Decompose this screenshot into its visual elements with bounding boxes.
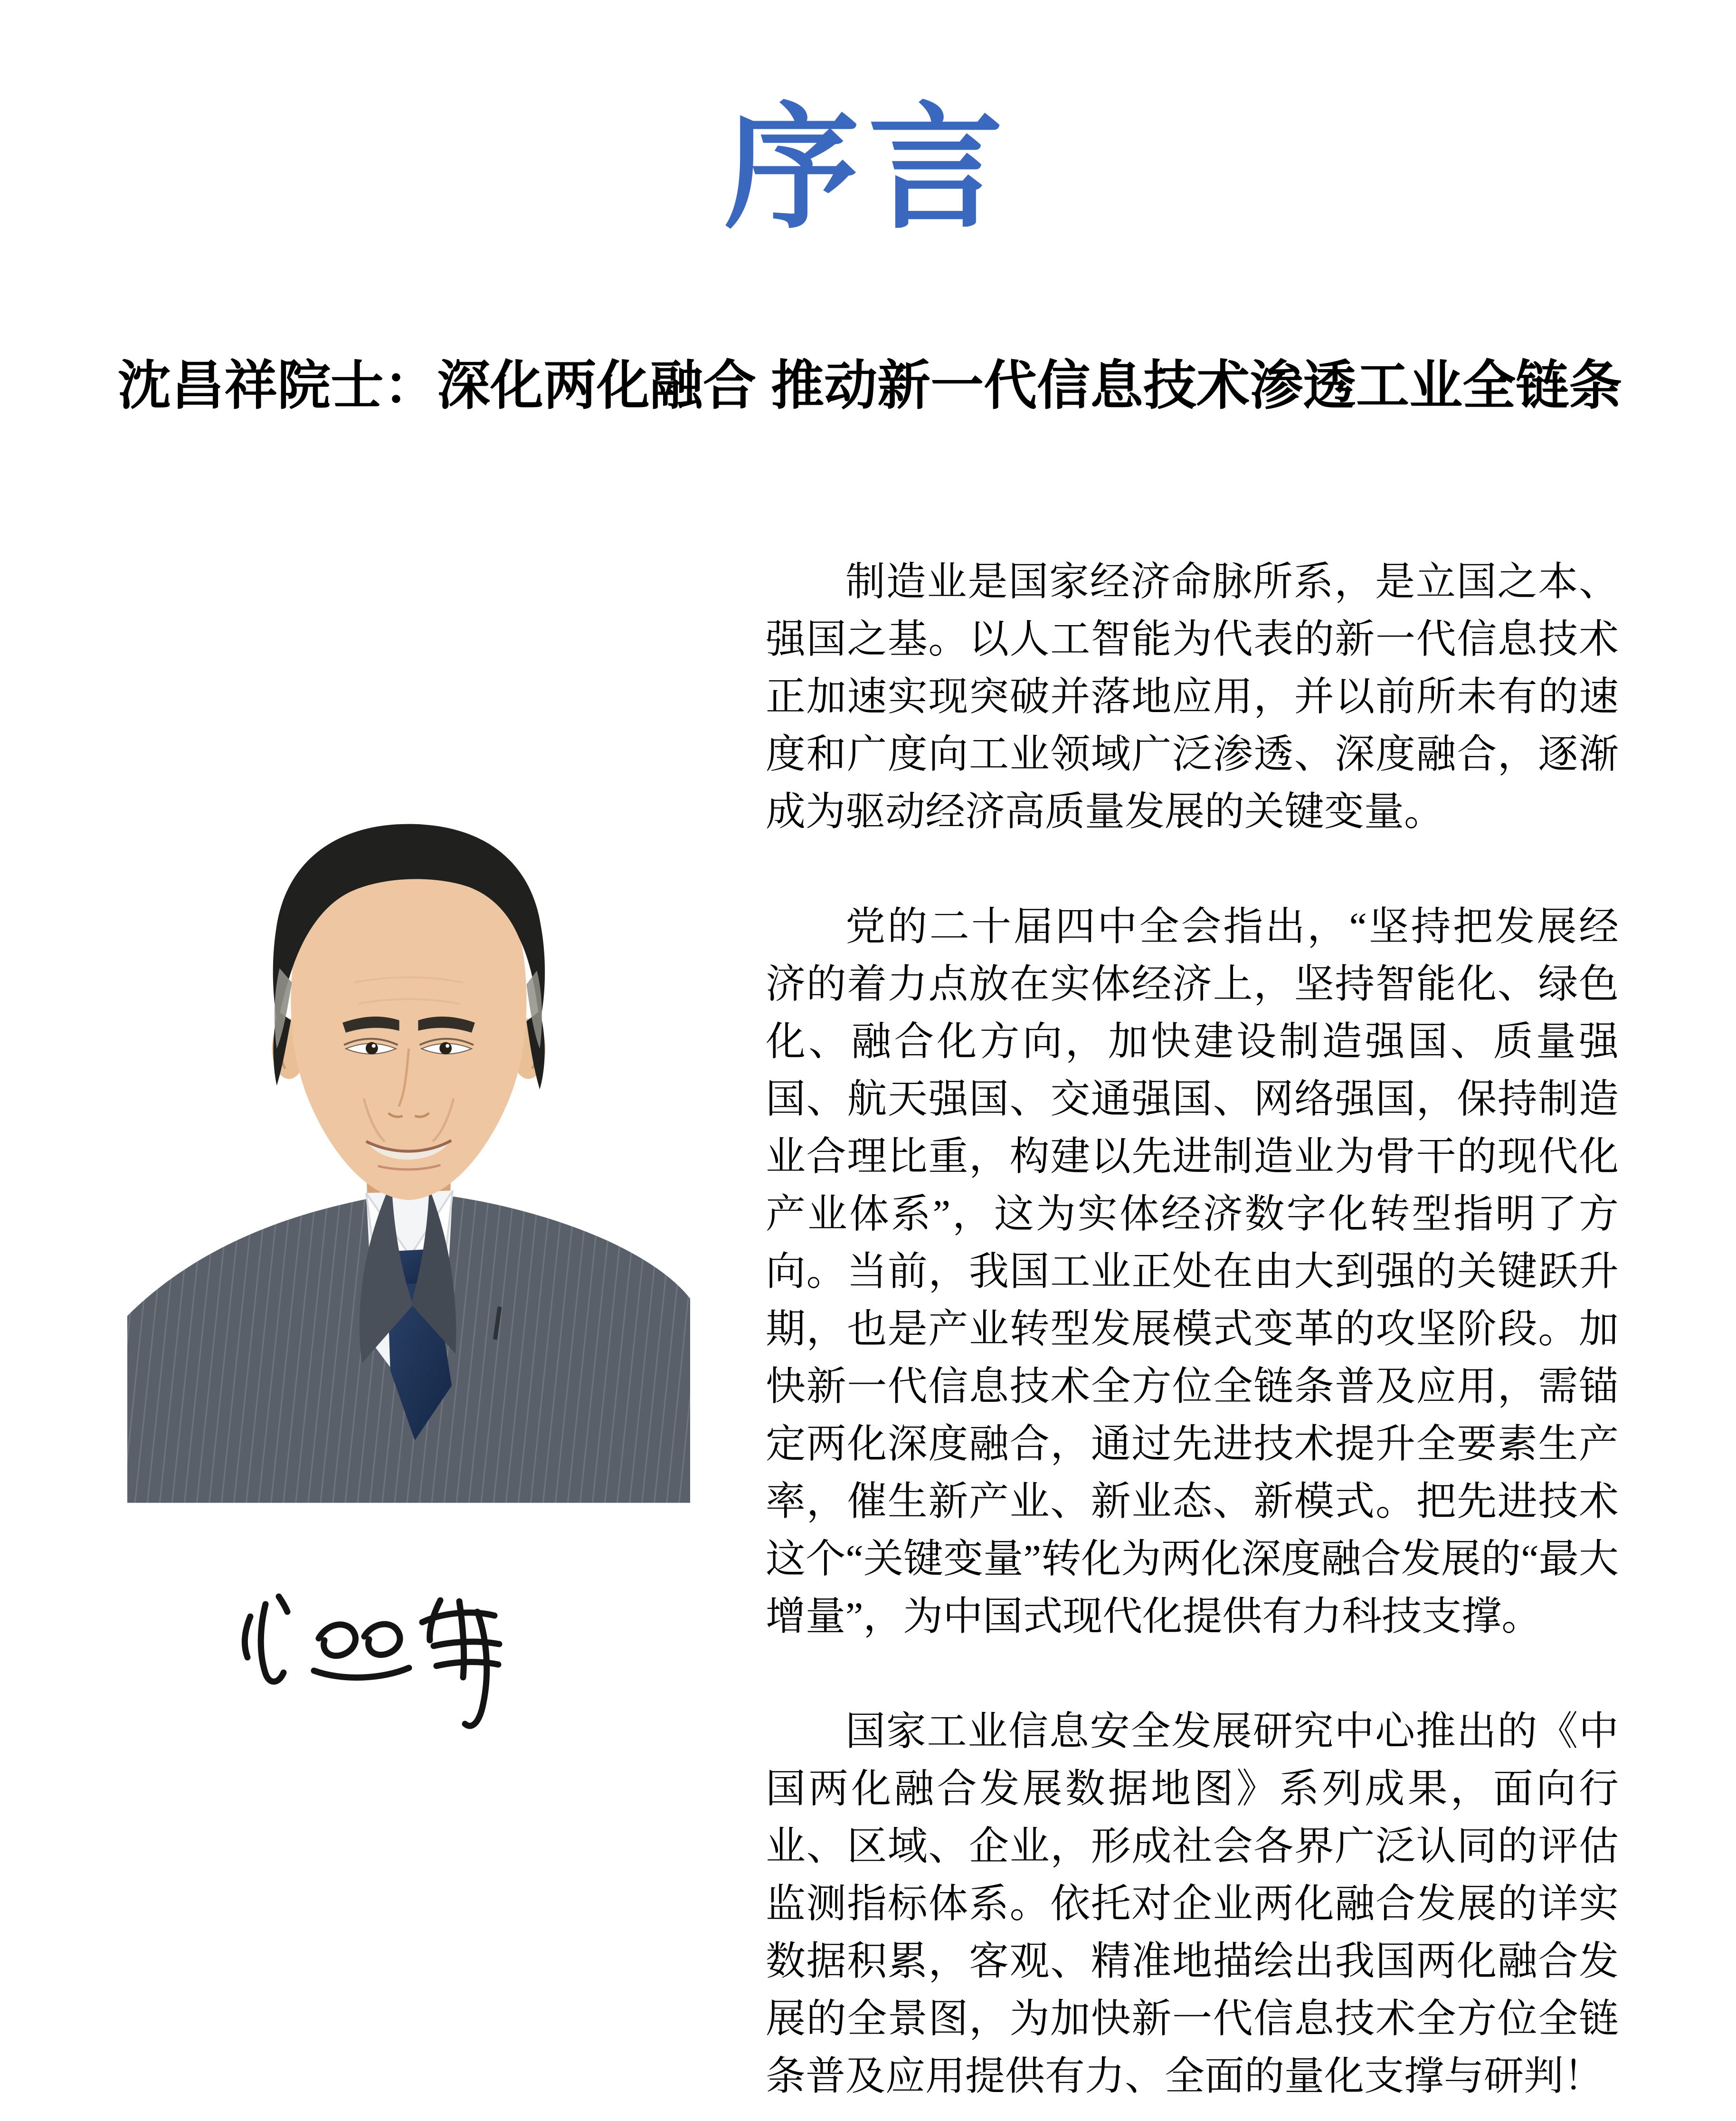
page-title: 序言 [724,93,1012,244]
handwritten-signature [226,1560,522,1736]
paragraph-1: 制造业是国家经济命脉所系，是立国之本、强国之基。以人工智能为代表的新一代信息技术正加速实现突破并落地应用，并以前所未有的速度和广度向工业领域广泛渗透、深度融合，逐渐成为驱动经济高质量发展的关键变量。 [766,560,1619,834]
signature-image [226,1560,522,1736]
body-text-column [766,553,1619,2121]
paragraph-2: 党的二十届四中全会指出，“坚持把发展经济的着力点放在实体经济上，坚持智能化、绿色化、融合化方向，加快建设制造强国、质量强国、航天强国、交通强国、网络强国，保持制造业合理比重，构建以先进制造业为骨干的现代化产业体系”，这为实体经济数字化转型指明了方向。当前，我国工业正处在由大到强的关键跃升期，也是产业转型发展模式变革的攻坚阶段。加快新一代信息技术全方位全链条普及应用，需锚定两化深度融合，通过先进技术提升全要素生产率，催生新产业、新业态、新模式。把先进技术这个“关键变量”转化为两化深度融合发展的“最大增量”，为中国式现代化提供有力科技支撑。 [766,905,1619,1639]
paragraph-3: 国家工业信息安全发展研究中心推出的《中国两化融合发展数据地图》系列成果，面向行业、区域、企业，形成社会各界广泛认同的评估监测指标体系。依托对企业两化融合发展的详实数据积累，客观、精准地描绘出我国两化融合发展的全景图，为加快新一代信息技术全方位全链条普及应用提供有力、全面的量化支撑与研判！ [766,1710,1619,2099]
article-heading: 沈昌祥院士：深化两化融合 推动新一代信息技术渗透工业全链条 [118,356,1622,415]
portrait-illustration [127,745,690,1504]
academician-portrait-photo [127,745,690,1504]
